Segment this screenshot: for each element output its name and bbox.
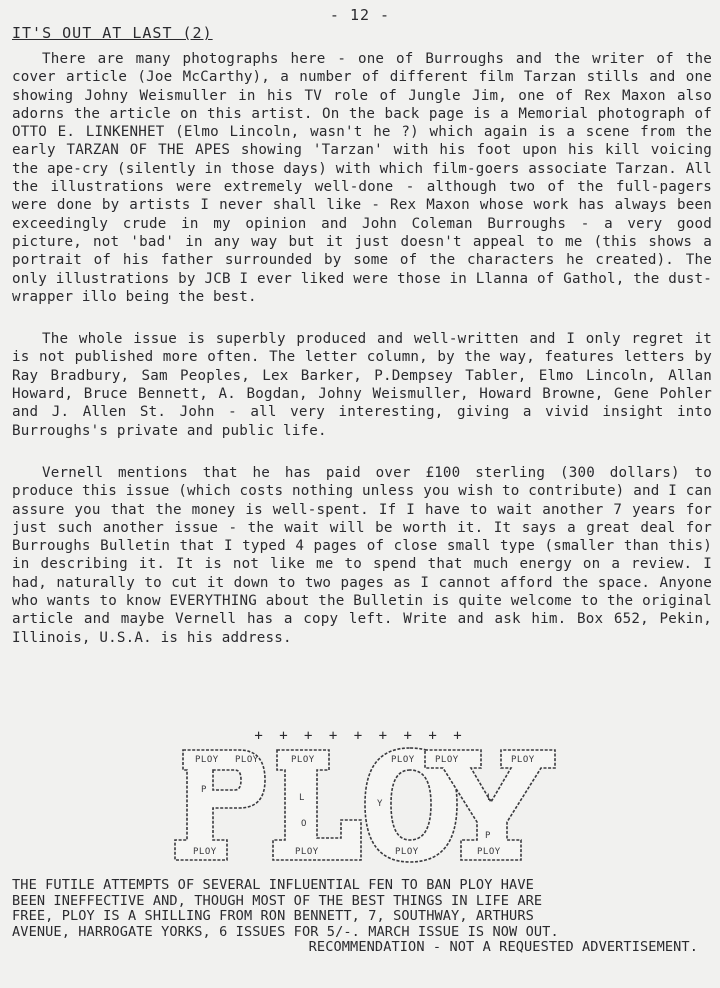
logo-inner-letter: P [201,785,207,795]
article-body [12,50,712,671]
logo-inner-word: PLOY [435,755,459,765]
page-number: - 12 - [329,6,391,24]
logo-inner-word: PLOY [477,847,501,857]
ploy-advertisement [12,878,708,956]
logo-inner-word: PLOY [395,847,419,857]
logo-inner-word: PLOY [195,755,219,765]
logo-inner-letter: P [485,831,491,841]
article-heading: IT'S OUT AT LAST (2) [12,24,213,42]
footer-line: BEEN INEFFECTIVE AND, THOUGH MOST OF THE BEST THINGS IN LIFE ARE [12,892,543,909]
logo-letter-l [273,750,361,860]
footer-line: THE FUTILE ATTEMPTS OF SEVERAL INFLUENTIAL FEN TO BAN PLOY HAVE [12,877,534,893]
logo-inner-word: PLOY [511,755,535,765]
footer-line: FREE, PLOY IS A SHILLING FROM RON BENNETT, 7, SOUTHWAY, ARTHURS [12,908,534,925]
paragraph-photographs: There are many photographs here - one of Burroughs and the writer of the cover article (Joe McCarthy), a number of different film Tarzan stills and one showing Johny Weismuller in his TV role of Jungle Jim, one of Rex Maxon also adorns the article on this artist. On the back page is a Memorial photograph of OTTO E. LINKENHET (Elmo Lincoln, wasn't he ?) which again is a scene from the early TARZAN OF THE APES showing 'Tarzan' with his foot upon his kill voicing the ape-cry (silently in those days) with which film-goers associate Tarzan. All the illustrations were extremely well-done - although two of the full-pagers were done by artists I never shall like - Rex Maxon whose work has always been exceedingly crude in my opinion and John Coleman Burroughs - a very good picture, not 'bad' in any way but it just doesn't appeal to me (this shows a portrait of his father surrounded by some of the characters he created). The only illustrations by JCB I ever liked were those in Llanna of Gathol, the dust-wrapper illo being the best. [12,51,712,305]
footer-line: RECOMMENDATION - NOT A REQUESTED ADVERTISEMENT. [308,939,698,956]
logo-inner-word: PLOY [235,755,259,765]
ploy-logo [165,742,560,867]
logo-inner-letter: O [301,819,307,829]
logo-inner-word: PLOY [193,847,217,857]
logo-inner-word: PLOY [295,847,319,857]
logo-inner-letter: L [487,793,493,803]
logo-inner-letter: Y [377,799,383,809]
logo-inner-letter: L [299,793,305,803]
logo-inner-word: PLOY [391,755,415,765]
footer-line: AVENUE, HARROGATE YORKS, 6 ISSUES FOR 5/-. MARCH ISSUE IS NOW OUT. [12,923,559,940]
paragraph-cost: Vernell mentions that he has paid over £100 sterling (300 dollars) to produce this issue (which costs nothing unless you wish to contribute) and I can assure you that the money is well-spent. If I have to wait another 7 years for just such another issue - the wait will be worth it. It says a great deal for Burroughs Bulletin that I typed 4 pages of close small type (smaller than this) in describing it. It is not like me to spend that much energy on a review. I had, naturally to cut it down to two pages as I cannot afford the space. Anyone who wants to know EVERYTHING about the Bulletin is quite welcome to the original article and maybe Vernell has a copy left. Write and ask him. Box 652, Pekin, Illinois, U.S.A. is his address. [12,464,712,646]
logo-letter-p [175,750,265,860]
section-separator: + + + + + + + + + [254,728,466,744]
paragraph-issue-review: The whole issue is superbly produced and well-written and I only regret it is not published more often. The letter column, by the way, features letters by Ray Bradbury, Sam Peoples, Lex Barker, P.Dempsey Tabler, Elmo Lincoln, Allan Howard, Bruce Bennett, A. Bogdan, Johny Weismuller, Howard Browne, Gene Pohler and J. Allen St. John - all very interesting, giving a vivid insight into Burroughs's private and public life. [12,331,712,439]
logo-inner-word: PLOY [291,755,315,765]
